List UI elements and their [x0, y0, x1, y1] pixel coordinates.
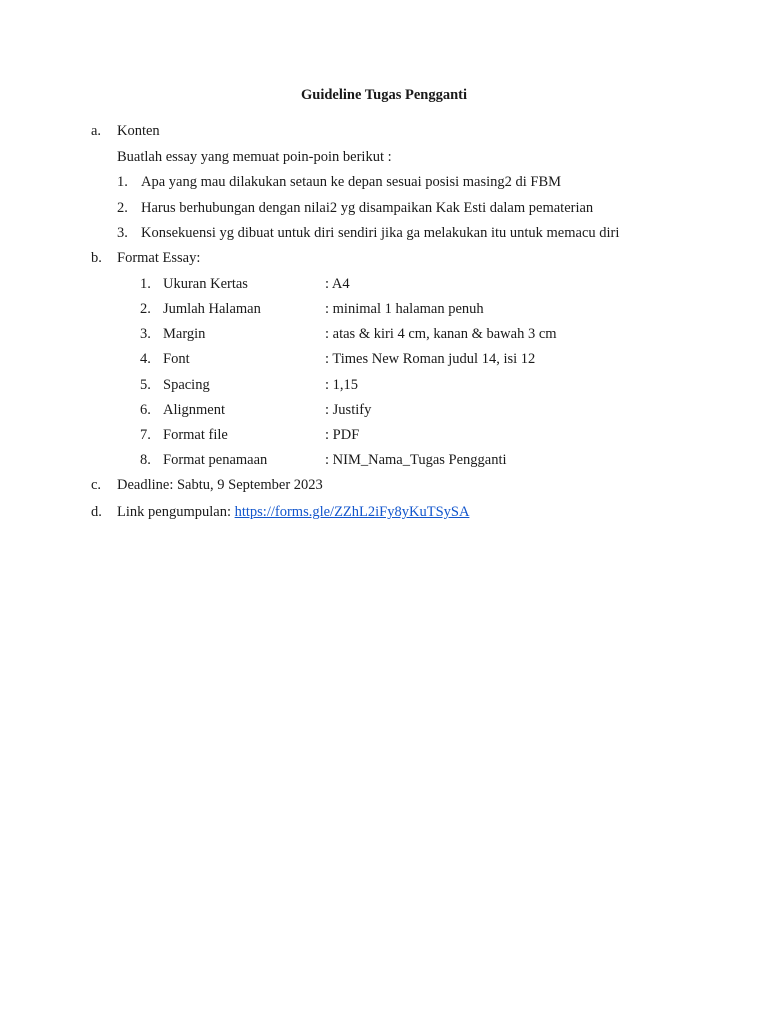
- list-item-text: Apa yang mau dilakukan setaun ke depan sesuai posisi masing2 di FBM: [141, 174, 562, 190]
- format-row-value: : NIM_Nama_Tugas Pengganti: [325, 452, 507, 468]
- format-row-key: Format penamaan: [163, 452, 268, 468]
- submission-line: [117, 502, 469, 522]
- format-row-value: : Times New Roman judul 14, isi 12: [325, 351, 536, 367]
- section-a-intro: Buatlah essay yang memuat poin-poin berikut :: [117, 149, 392, 165]
- format-row-marker: 4.: [140, 351, 151, 367]
- format-row-value: : 1,15: [325, 377, 359, 393]
- format-row-marker: 2.: [140, 301, 151, 317]
- format-row-key: Margin: [163, 326, 206, 342]
- format-row-value: : Justify: [325, 402, 372, 418]
- section-a-label: Konten: [117, 123, 160, 139]
- format-row-key: Format file: [163, 427, 228, 443]
- section-b-marker: b.: [91, 250, 102, 266]
- list-item-marker: 1.: [117, 174, 128, 190]
- format-row-value: : PDF: [325, 427, 360, 443]
- list-item-marker: 2.: [117, 200, 128, 216]
- section-b-label: Format Essay:: [117, 250, 201, 266]
- section-c-marker: c.: [91, 477, 102, 493]
- list-item-marker: 3.: [117, 225, 128, 241]
- format-row-value: : minimal 1 halaman penuh: [325, 301, 484, 317]
- list-item-text: Harus berhubungan dengan nilai2 yg disampaikan Kak Esti dalam pematerian: [141, 200, 594, 216]
- section-a-marker: a.: [91, 123, 102, 139]
- submission-link[interactable]: https://forms.gle/ZZhL2iFy8yKuTSySA: [234, 504, 470, 520]
- format-row-key: Ukuran Kertas: [163, 276, 248, 292]
- format-row-key: Spacing: [163, 377, 210, 393]
- list-item-text: Konsekuensi yg dibuat untuk diri sendiri jika ga melakukan itu untuk memacu diri: [141, 225, 620, 241]
- format-row-key: Font: [163, 351, 190, 367]
- section-d-marker: d.: [91, 504, 102, 520]
- format-row-marker: 8.: [140, 452, 151, 468]
- format-row-value: : A4: [325, 276, 350, 292]
- document-title: Guideline Tugas Pengganti: [301, 87, 467, 103]
- format-row-marker: 6.: [140, 402, 151, 418]
- format-row-marker: 7.: [140, 427, 151, 443]
- format-row-key: Jumlah Halaman: [163, 301, 261, 317]
- format-row-marker: 3.: [140, 326, 151, 342]
- submission-label: Link pengumpulan:: [117, 504, 235, 520]
- format-row-marker: 1.: [140, 276, 151, 292]
- format-row-marker: 5.: [140, 377, 151, 393]
- format-row-key: Alignment: [163, 402, 226, 418]
- deadline-text: Deadline: Sabtu, 9 September 2023: [117, 477, 323, 493]
- format-row-value: : atas & kiri 4 cm, kanan & bawah 3 cm: [325, 326, 557, 342]
